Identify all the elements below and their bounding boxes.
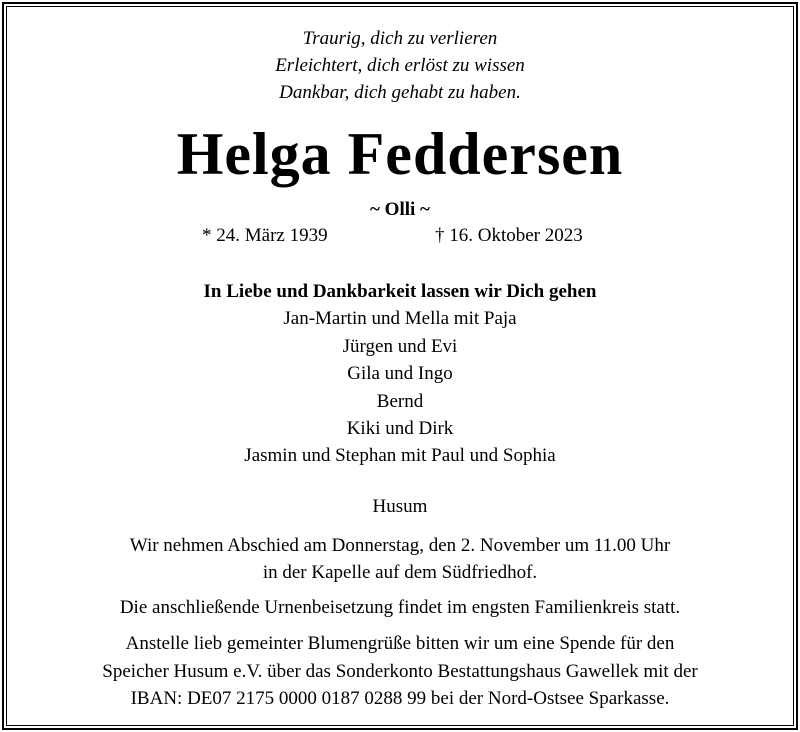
donation-line-3: IBAN: DE07 2175 0000 0187 0288 99 bei der Nord-Ostsee Sparkasse.	[130, 688, 670, 709]
verse-line-1: Traurig, dich zu verlieren	[302, 28, 498, 49]
mourner-line: Bernd	[376, 391, 424, 412]
farewell-heading: In Liebe und Dankbarkeit lassen wir Dich gehen	[203, 281, 597, 302]
donation-line-1: Anstelle lieb gemeinter Blumengrüße bitten wir um eine Spende für den	[125, 633, 675, 654]
burial-note: Die anschließende Urnenbeisetzung findet im engsten Familienkreis statt.	[119, 597, 681, 618]
verse-line-3: Dankbar, dich gehabt zu haben.	[279, 82, 521, 103]
mourner-line: Jürgen und Evi	[342, 336, 458, 357]
deceased-name: Helga Feddersen	[176, 121, 624, 187]
mourner-line: Gila und Ingo	[347, 363, 453, 384]
nickname: ~ Olli ~	[370, 199, 430, 220]
mourner-line: Kiki und Dirk	[346, 418, 454, 439]
place: Husum	[372, 496, 428, 517]
donation-line-2: Speicher Husum e.V. über das Sonderkonto Bestattungshaus Gawellek mit der	[102, 661, 698, 682]
death-date: † 16. Oktober 2023	[435, 225, 583, 246]
birth-date: * 24. März 1939	[202, 225, 328, 246]
mourner-line: Jasmin und Stephan mit Paul und Sophia	[244, 445, 556, 466]
service-line-2: in der Kapelle auf dem Südfriedhof.	[262, 562, 538, 583]
verse-line-2: Erleichtert, dich erlöst zu wissen	[275, 55, 525, 76]
mourner-line: Jan-Martin und Mella mit Paja	[283, 308, 517, 329]
service-line-1: Wir nehmen Abschied am Donnerstag, den 2. November um 11.00 Uhr	[129, 535, 671, 556]
